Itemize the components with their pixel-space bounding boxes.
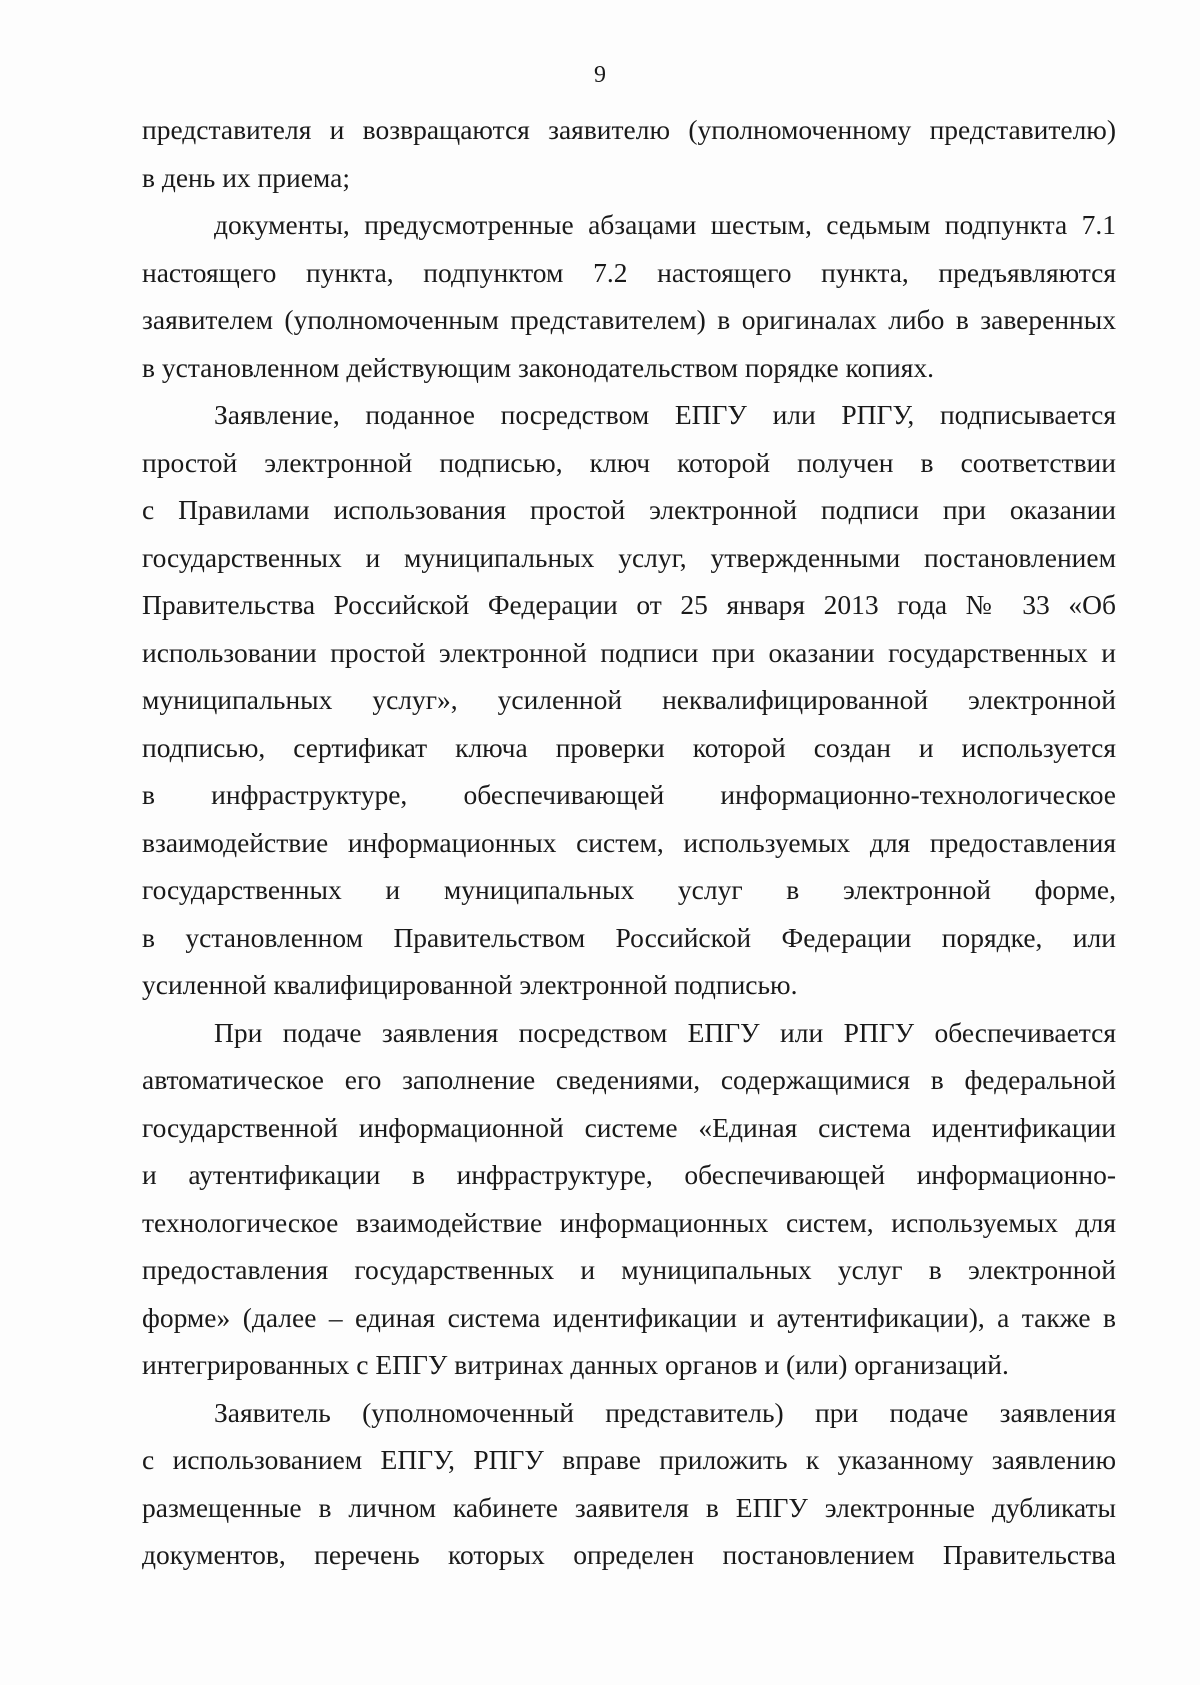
text-line: автоматическое его заполнение сведениями, содержащимися в федеральной <box>142 1064 1116 1095</box>
text-line: При подаче заявления посредством ЕПГУ или РПГУ обеспечивается <box>214 1016 1116 1048</box>
text-line: в инфраструктуре, обеспечивающей информационно-технологическое <box>142 779 1116 810</box>
text-line: усиленной квалифицированной электронной подписью. <box>142 969 798 1000</box>
paragraph <box>142 106 1116 201</box>
text-line: Заявление, поданное посредством ЕПГУ или РПГУ, подписывается <box>214 399 1116 430</box>
text-line: документы, предусмотренные абзацами шестым, седьмым подпункта 7.1 <box>214 209 1116 240</box>
text-line: с Правилами использования простой электронной подписи при оказании <box>142 494 1116 525</box>
text-line: использовании простой электронной подписи при оказании государственных и <box>142 636 1116 668</box>
text-line: заявителем (уполномоченным представителем) в оригиналах либо в заверенных <box>142 304 1116 335</box>
page-number: 9 <box>594 62 606 88</box>
text-line: Правительства Российской Федерации от 25 января 2013 года № 33 «Об <box>142 589 1116 620</box>
text-line: государственных и муниципальных услуг в электронной форме, <box>142 874 1116 905</box>
text-line: муниципальных услуг», усиленной неквалифицированной электронной <box>142 684 1116 715</box>
text-line: в день их приема; <box>142 161 350 193</box>
text-line: подписью, сертификат ключа проверки которой создан и используется <box>142 731 1116 763</box>
text-line: взаимодействие информационных систем, используемых для предоставления <box>142 826 1116 858</box>
paragraph <box>142 201 1116 391</box>
text-line: Заявитель (уполномоченный представитель) при подаче заявления <box>214 1396 1116 1428</box>
paragraph <box>142 1009 1116 1389</box>
text-line: простой электронной подписью, ключ которой получен в соответствии <box>142 446 1116 478</box>
text-line: форме» (далее – единая система идентификации и аутентификации), а также в <box>142 1301 1116 1333</box>
paragraph <box>142 1389 1116 1579</box>
body-text <box>142 106 1116 1579</box>
text-line: представителя и возвращаются заявителю (уполномоченному представителю) <box>142 114 1116 145</box>
text-line: государственной информационной системе «Единая система идентификации <box>142 1111 1116 1143</box>
text-line: с использованием ЕПГУ, РПГУ вправе приложить к указанному заявлению <box>142 1444 1116 1475</box>
text-line: и аутентификации в инфраструктуре, обеспечивающей информационно- <box>142 1159 1116 1190</box>
text-line: государственных и муниципальных услуг, утвержденными постановлением <box>142 541 1116 573</box>
paragraph <box>142 391 1116 1009</box>
text-line: технологическое взаимодействие информационных систем, используемых для <box>142 1206 1116 1238</box>
text-line: в установленном Правительством Российской Федерации порядке, или <box>142 921 1116 953</box>
text-line: предоставления государственных и муниципальных услуг в электронной <box>142 1254 1116 1285</box>
text-line: настоящего пункта, подпунктом 7.2 настоящего пункта, предъявляются <box>142 256 1116 288</box>
text-line: в установленном действующим законодательством порядке копиях. <box>142 351 934 383</box>
text-line: размещенные в личном кабинете заявителя в ЕПГУ электронные дубликаты <box>142 1491 1116 1523</box>
text-line: интегрированных с ЕПГУ витринах данных органов и (или) организаций. <box>142 1349 1009 1380</box>
text-line: документов, перечень которых определен постановлением Правительства <box>142 1539 1116 1570</box>
